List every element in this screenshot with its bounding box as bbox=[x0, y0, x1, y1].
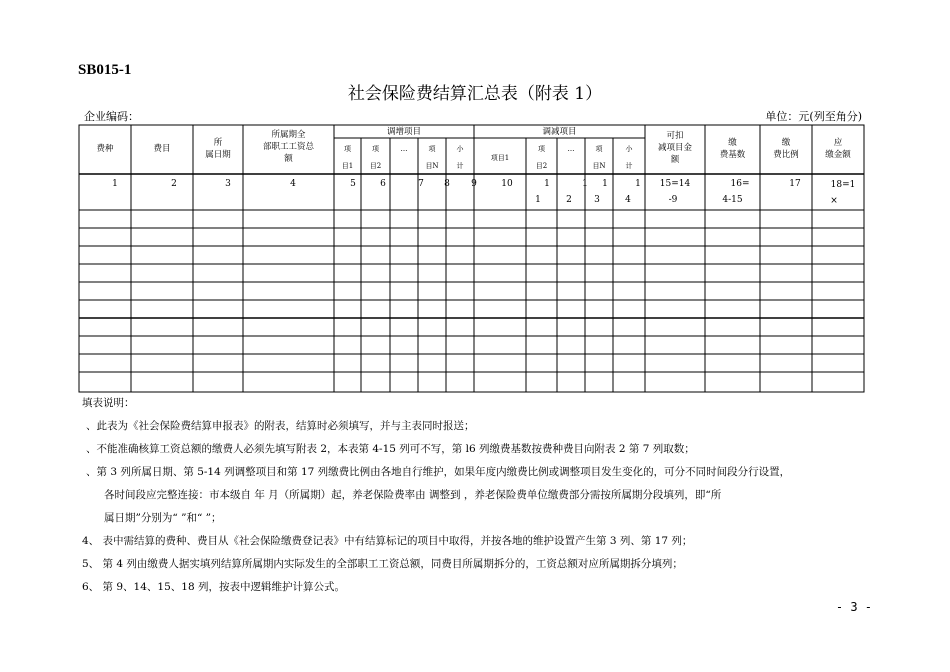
col-number-2: 2 bbox=[171, 179, 177, 189]
header-fee-item: 费目 bbox=[153, 144, 171, 154]
col-number-18-top: 18=1 bbox=[830, 180, 856, 190]
col-number-16-top: 16= bbox=[730, 179, 750, 189]
header-inc-subtotal-b: 计 bbox=[456, 162, 464, 170]
header-inc-subtotal-a: 小 bbox=[456, 145, 464, 153]
col-number-15-top: 15=14 bbox=[659, 179, 691, 189]
col-number-18-bottom: × bbox=[830, 196, 838, 206]
note-3-cont-2: 属日期”分别为“ ”和“ ”； bbox=[104, 512, 222, 524]
header-ratio-1: 缴 bbox=[781, 138, 791, 148]
header-inc-itemN-b: 目N bbox=[425, 162, 439, 170]
header-amount-1: 应 bbox=[833, 138, 843, 148]
note-3: 、第 3 列所属日期、第 5-14 列调整项目和第 17 列缴费比例由各地自行维护，如果年度内缴费比例或调整项目发生变化的，可分不同时间段分行设置， bbox=[86, 466, 791, 478]
unit-label: 单位：元(列至角分) bbox=[765, 110, 862, 123]
header-inc-dots: … bbox=[400, 145, 408, 153]
header-base-1: 缴 bbox=[728, 138, 737, 148]
header-dec-item1: 项目1 bbox=[490, 154, 510, 162]
col-number-11-bottom: 1 bbox=[535, 195, 541, 205]
header-inc-item1-a: 项 bbox=[344, 145, 351, 153]
col-number-8: 8 bbox=[444, 179, 450, 189]
form-code: SB015-1 bbox=[78, 62, 132, 78]
col-number-9: 9 bbox=[471, 179, 477, 189]
note-1: 、此表为《社会保险费结算申报表》的附表，结算时必须填写，并与主表同时报送； bbox=[86, 420, 475, 432]
note-5: 5、 第 4 列由缴费人据实填列结算所属期内实际发生的全部职工工资总额，同费目所属期拆分的，工资总额对应所属期拆分填列； bbox=[82, 558, 683, 570]
notes-heading: 填表说明： bbox=[82, 397, 135, 409]
header-ratio-2: 费比例 bbox=[773, 150, 799, 160]
notes-section bbox=[82, 392, 882, 599]
col-number-5: 5 bbox=[350, 179, 356, 189]
col-number-13-bottom: 3 bbox=[594, 195, 600, 205]
col-number-3: 3 bbox=[225, 179, 231, 189]
note-2: 、不能准确核算工资总额的缴费人必须先填写附表 2，本表第 4-15 列可不写，第 l6 列缴费基数按费种费目向附表 2 第 7 列取数； bbox=[86, 443, 695, 455]
header-inc-item2-b: 目2 bbox=[369, 162, 382, 170]
col-number-15-bottom: -9 bbox=[668, 195, 678, 205]
col-number-6: 6 bbox=[380, 179, 386, 189]
col-number-12-bottom: 2 bbox=[566, 195, 572, 205]
col-number-14-bottom: 4 bbox=[625, 195, 631, 205]
header-period-2: 属日期 bbox=[205, 150, 231, 160]
note-6: 6、 第 9、14、15、18 列，按表中逻辑维护计算公式。 bbox=[82, 581, 345, 593]
col-number-13-top: 1 bbox=[602, 179, 608, 189]
header-fee-type: 费种 bbox=[96, 144, 114, 154]
note-4: 4、 表中需结算的费种、费目从《社会保险缴费登记表》中有结算标记的项目中取得，并按各地的维护设置产生第 3 列、第 17 列； bbox=[82, 535, 693, 547]
header-inc-item1-b: 目1 bbox=[341, 162, 354, 170]
header-dec-item2-b: 目2 bbox=[535, 162, 548, 170]
header-period-1: 所 bbox=[213, 138, 223, 148]
col-number-16-bottom: 4-15 bbox=[722, 195, 743, 205]
header-deduct-2: 减项目金 bbox=[657, 143, 692, 153]
header-wage-3: 额 bbox=[284, 154, 293, 164]
col-number-7: 7 bbox=[418, 179, 424, 189]
header-inc-itemN-a: 项 bbox=[428, 145, 436, 153]
col-number-12-top: 1 bbox=[582, 179, 588, 189]
header-decrease-group: 调减项目 bbox=[542, 127, 577, 137]
header-dec-subtotal-a: 小 bbox=[625, 145, 633, 153]
company-code-label: 企业编码： bbox=[84, 110, 139, 123]
header-increase-group: 调增项目 bbox=[386, 127, 421, 137]
header-amount-2: 缴金额 bbox=[825, 150, 851, 160]
form-title: 社会保险费结算汇总表（附表 1） bbox=[347, 84, 603, 104]
page-number: - 3 - bbox=[835, 600, 872, 614]
header-dec-dots: … bbox=[567, 145, 575, 153]
header-dec-subtotal-b: 计 bbox=[625, 162, 633, 170]
header-dec-itemN-b: 目N bbox=[592, 162, 606, 170]
col-number-1: 1 bbox=[112, 179, 118, 189]
col-number-14-top: 1 bbox=[635, 179, 641, 189]
header-dec-itemN-a: 项 bbox=[595, 145, 603, 153]
header-deduct-1: 可扣 bbox=[666, 131, 684, 141]
col-number-4: 4 bbox=[290, 179, 296, 189]
header-wage-2: 部职工工资总 bbox=[262, 142, 314, 152]
note-3-cont-1: 各时间段应完整连接：市本级自 年 月（所属期）起，养老保险费率由 调整到 ，养老保险费单位缴费部分需按所属期分段填列，即“所 bbox=[104, 489, 722, 501]
col-number-17: 17 bbox=[789, 179, 801, 189]
header-inc-item2-a: 项 bbox=[372, 145, 379, 153]
header-base-2: 费基数 bbox=[719, 150, 746, 160]
col-number-11-top: 1 bbox=[544, 179, 550, 189]
header-wage-1: 所属期全 bbox=[271, 130, 306, 140]
col-number-10: 10 bbox=[501, 179, 513, 189]
header-deduct-3: 额 bbox=[670, 155, 680, 165]
header-dec-item2-a: 项 bbox=[538, 145, 545, 153]
